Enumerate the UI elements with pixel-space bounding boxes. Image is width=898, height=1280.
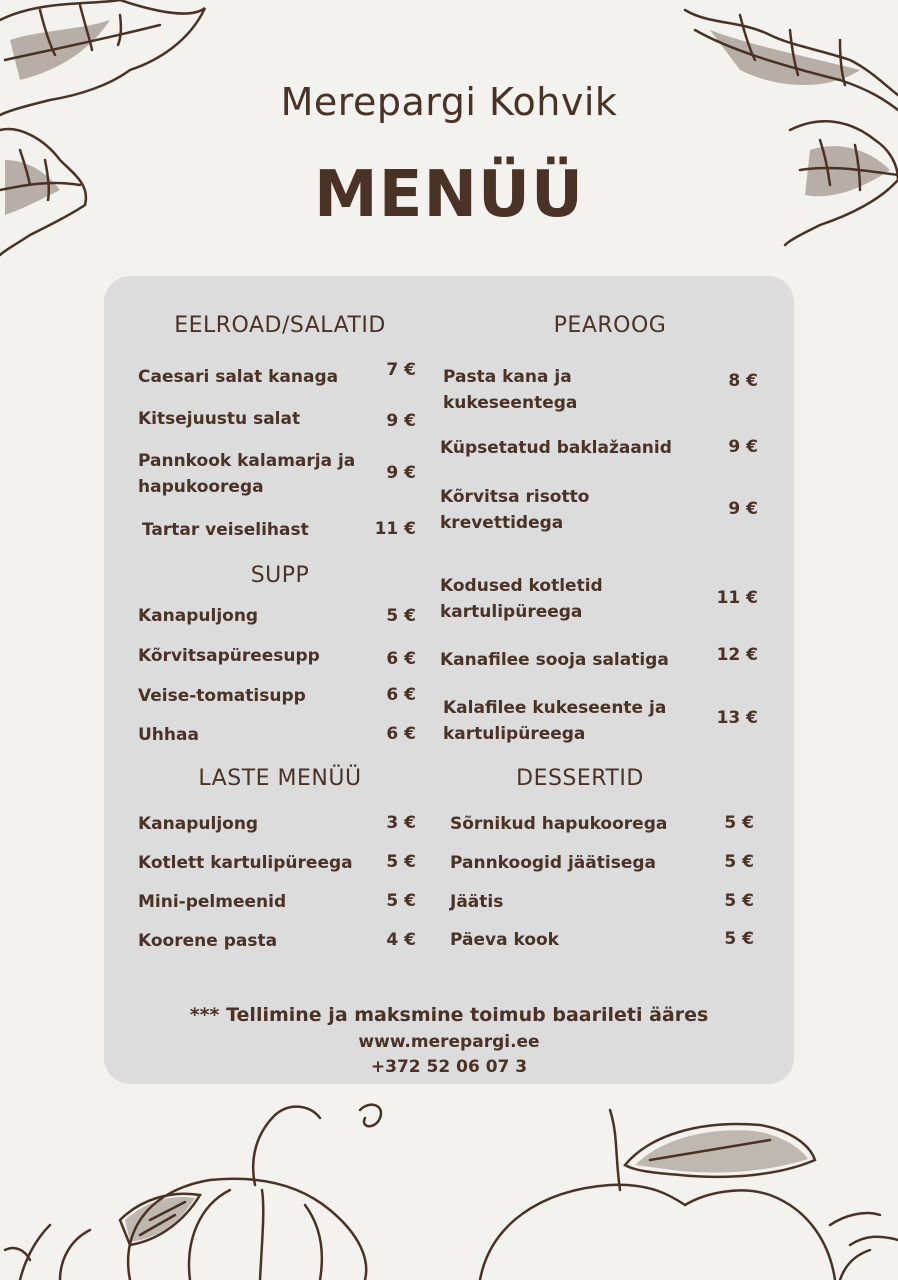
menu-item-name: Tartar veiselihast [142, 520, 309, 540]
section-title-starters: EELROAD/SALATID [174, 313, 386, 338]
menu-item-price: 11 € [716, 588, 758, 608]
menu-item-price: 3 € [386, 813, 416, 833]
menu-item-price: 5 € [386, 891, 416, 911]
section-title-soup: SUPP [250, 563, 310, 588]
menu-item-name: Pasta kana ja kukeseentega [443, 367, 578, 413]
menu-item-name: Caesari salat kanaga [138, 367, 339, 387]
menu-item-name: Kodused kotletid kartulipüreega [440, 576, 603, 622]
menu-item-price: 6 € [386, 649, 416, 669]
menu-item-price: 8 € [728, 371, 758, 391]
section-title-kids-menu: LASTE MENÜÜ [198, 766, 362, 791]
section-title-mains: PEAROOG [553, 313, 667, 338]
menu-item-price: 5 € [724, 929, 754, 949]
menu-item-price: 11 € [374, 519, 416, 539]
menu-item-price: 5 € [386, 606, 416, 626]
menu-item-name: Kalafilee kukeseente ja kartulipüreega [443, 698, 667, 744]
menu-title: MENÜÜ [314, 158, 584, 232]
menu-item-name: Pannkoogid jäätisega [450, 853, 656, 873]
menu-item-name: Kõrvitsapüreesupp [138, 646, 320, 666]
menu-item-name: Pannkook kalamarja ja hapukoorega [138, 451, 356, 497]
menu-item-name: Päeva kook [450, 930, 559, 950]
cafe-name: Merepargi Kohvik [280, 80, 618, 124]
menu-item-price: 9 € [386, 463, 416, 483]
menu-item-name: Kanapuljong [138, 814, 259, 834]
menu-item-price: 9 € [728, 499, 758, 519]
phone-number: +372 52 06 07 3 [370, 1057, 528, 1077]
menu-item-name: Kotlett kartulipüreega [138, 853, 353, 873]
menu-item-name: Jäätis [450, 892, 504, 912]
menu-item-name: Kanafilee sooja salatiga [440, 650, 669, 670]
menu-item-name: Kõrvitsa risotto krevettidega [440, 487, 590, 533]
menu-item-name: Koorene pasta [138, 931, 278, 951]
ordering-note: *** Tellimine ja maksmine toimub baarileti ääres [189, 1004, 709, 1026]
menu-item-name: Mini-pelmeenid [138, 892, 287, 912]
section-title-desserts: DESSERTID [516, 766, 644, 791]
menu-item-name: Küpsetatud baklažaanid [440, 438, 672, 458]
menu-item-price: 5 € [724, 852, 754, 872]
menu-item-price: 5 € [724, 813, 754, 833]
pumpkin-illustration [0, 1090, 500, 1280]
menu-item-price: 7 € [386, 360, 416, 380]
menu-item-price: 9 € [386, 411, 416, 431]
apple-illustration [470, 1095, 898, 1280]
menu-item-name: Veise-tomatisupp [138, 686, 306, 706]
menu-item-price: 9 € [728, 437, 758, 457]
menu-item-name: Sõrnikud hapukoorega [450, 814, 668, 834]
menu-item-price: 13 € [716, 708, 758, 728]
menu-item-name: Kitsejuustu salat [138, 409, 301, 429]
menu-item-price: 4 € [386, 930, 416, 950]
website-link[interactable]: www.merepargi.ee [358, 1032, 540, 1052]
menu-item-price: 12 € [716, 645, 758, 665]
menu-item-price: 6 € [386, 724, 416, 744]
menu-item-price: 5 € [724, 891, 754, 911]
menu-item-name: Kanapuljong [138, 606, 259, 626]
menu-item-price: 5 € [386, 852, 416, 872]
menu-item-name: Uhhaa [138, 725, 199, 745]
menu-item-price: 6 € [386, 685, 416, 705]
